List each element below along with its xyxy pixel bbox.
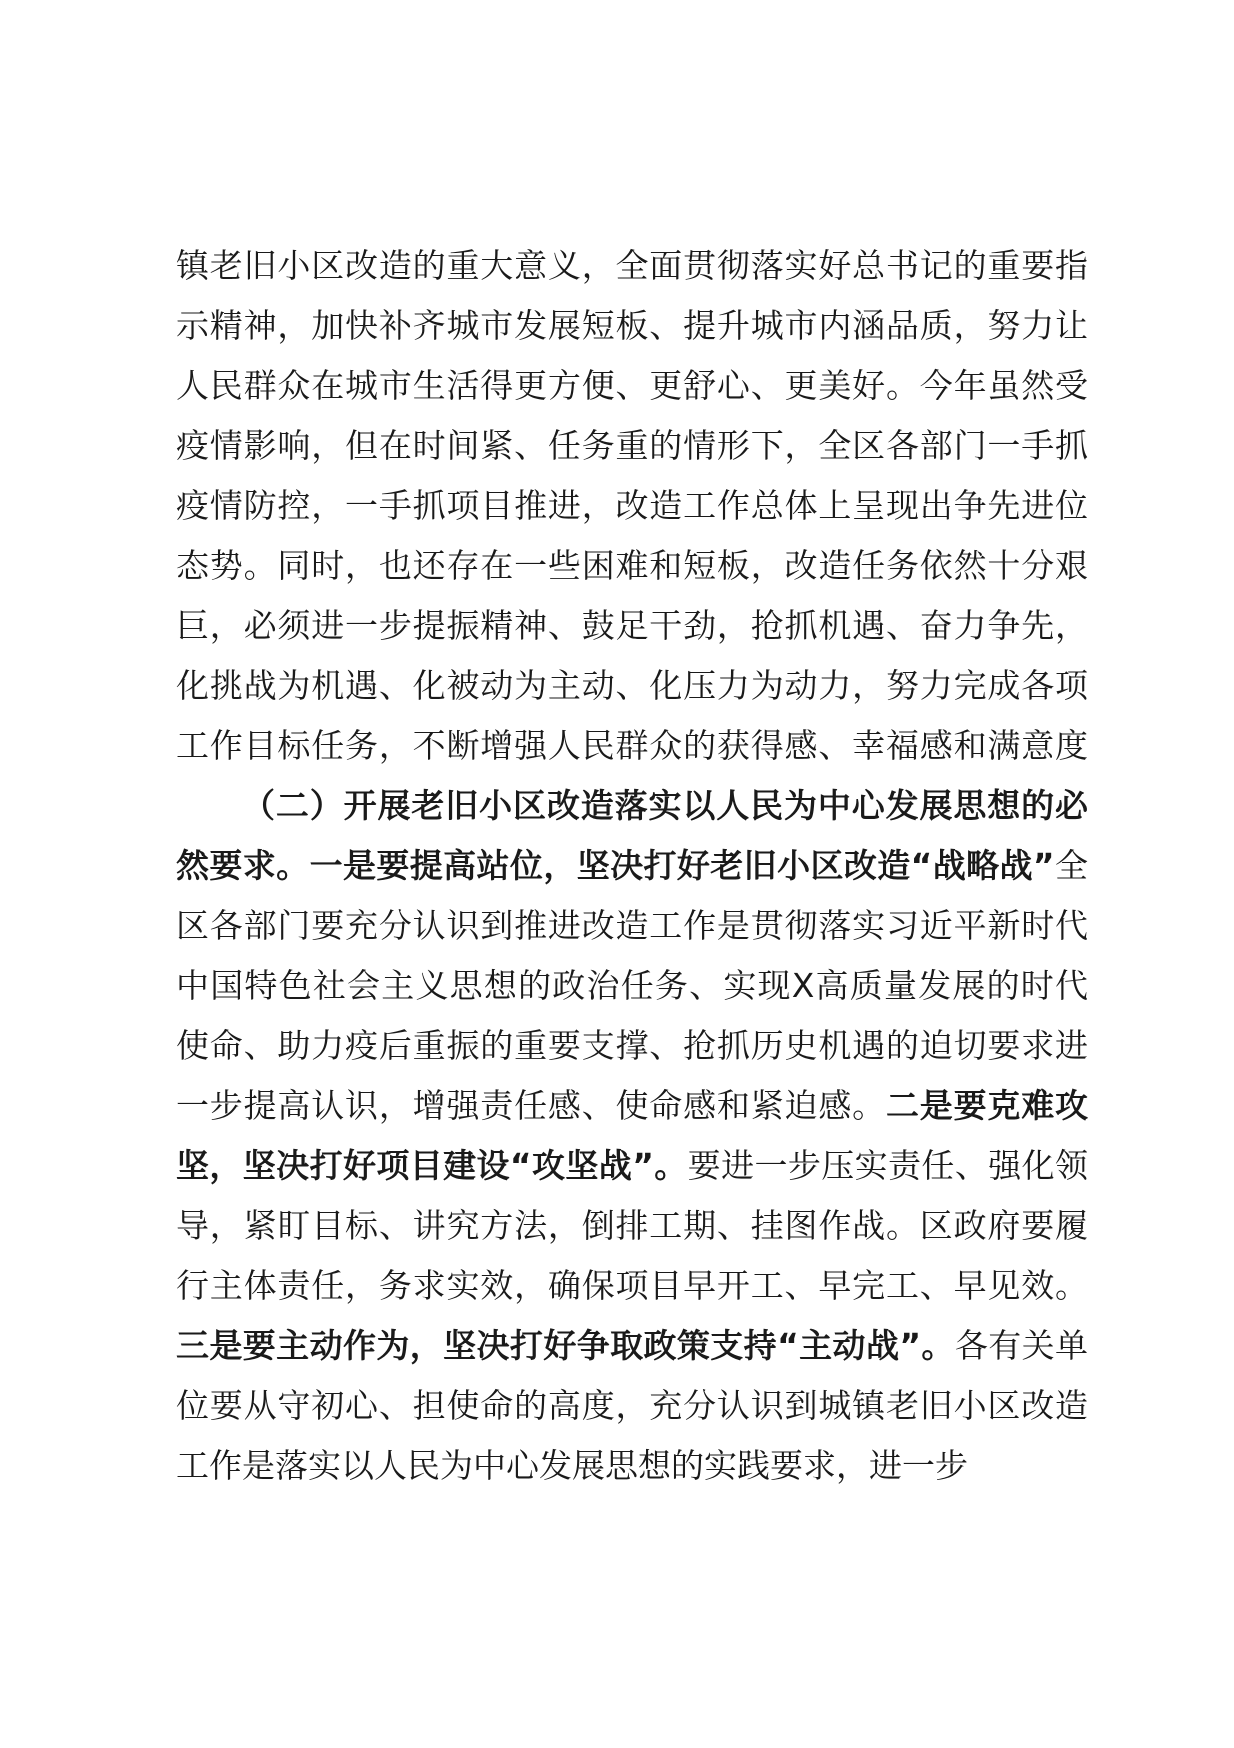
point-three-heading: 三是要主动作为，坚决打好争取政策支持“主动战”。 <box>176 1326 955 1365</box>
paragraph-2-text-3: 各有关单位要从守初心、担使命的高度，充分认识到城镇老旧小区改造工作是落实以人民为中心发展思想的实践要求，进一步 <box>176 1326 1088 1485</box>
paragraph-2-text-1: 全区各部门要充分认识到推进改造工作是贯彻落实习近平新时代中国特色社会主义思想的政治任务、实现X高质量发展的时代使命、助力疫后重振的重要支撑、抢抓历史机遇的迫切要求进一步提高认识，增强责任感、使命感和紧迫感。 <box>176 846 1088 1125</box>
paragraph-1 <box>176 236 1088 776</box>
document-body <box>176 236 1088 1496</box>
paragraph-2-text-2: 要进一步压实责任、强化领导，紧盯目标、讲究方法，倒排工期、挂图作战。区政府要履行主体责任，务求实效，确保项目早开工、早完工、早见效。 <box>176 1146 1088 1305</box>
paragraph-2 <box>176 776 1088 1496</box>
section-heading-2: （二）开展老旧小区改造落实以人民为中心发展思想的必然要求。一是要提高站位，坚决打好老旧小区改造“战略战” <box>176 786 1088 885</box>
point-two-heading: 二是要克难攻坚，坚决打好项目建设“攻坚战”。 <box>176 1086 1089 1185</box>
paragraph-1-text: 镇老旧小区改造的重大意义，全面贯彻落实好总书记的重要指示精神，加快补齐城市发展短板、提升城市内涵品质，努力让人民群众在城市生活得更方便、更舒心、更美好。今年虽然受疫情影响，但在时间紧、任务重的情形下，全区各部门一手抓疫情防控，一手抓项目推进，改造工作总体上呈现出争先进位态势。同时，也还存在一些困难和短板，改造任务依然十分艰巨，必须进一步提振精神、鼓足干劲，抢抓机遇、奋力争先，化挑战为机遇、化被动为主动、化压力为动力，努力完成各项工作目标任务，不断增强人民群众的获得感、幸福感和满意度 <box>176 246 1088 765</box>
